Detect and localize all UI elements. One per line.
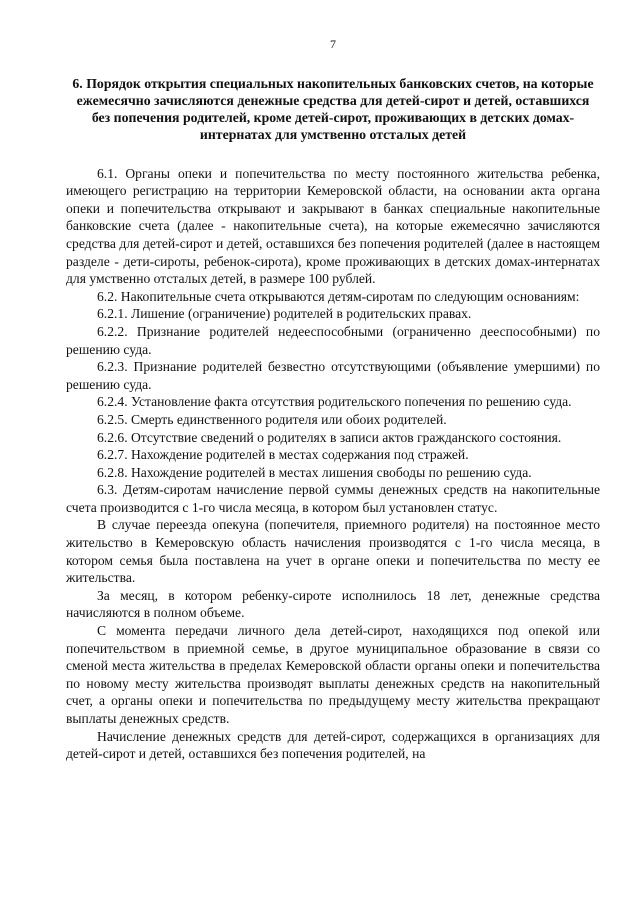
page-number: 7 xyxy=(330,37,336,51)
paragraph-6-2-6: 6.2.6. Отсутствие сведений о родителях в записи актов гражданского состояния. xyxy=(97,429,562,445)
paragraph-organizations: Начисление денежных средств для детей-сирот, содержащихся в организациях для детей-сирот и детей, оставшихся без попечения родителей, на xyxy=(66,728,600,762)
paragraph-6-2-4: 6.2.4. Установление факта отсутствия родительского попечения по решению суда. xyxy=(97,394,572,410)
paragraph-6-2-5: 6.2.5. Смерть единственного родителя или обоих родителей. xyxy=(97,411,447,427)
paragraph-relocation: В случае переезда опекуна (попечителя, приемного родителя) на постоянное место жительство в Кемеровскую область начисления производятся с 1-го числа месяца, в котором семья была поставлена на учет в органе опеки и попечительства по месту ее жительства. xyxy=(66,517,600,586)
paragraph-6-1: 6.1. Органы опеки и попечительства по месту постоянного жительства ребенка, имеющего регистрацию на территории Кемеровской области, на основании акта органа опеки и попечительства открывают и закрывают в банках специальные накопительные банковские счета (далее - накопительные счета), на которые ежемесячно зачисляются средства для детей-сирот и детей, оставшихся без попечения родителей (далее в настоящем разделе - дети-сироты, ребенок-сирота), кроме проживающих в детских домах-интернатах для умственно отсталых детей, в размере 100 рублей. xyxy=(66,165,600,287)
paragraph-6-2: 6.2. Накопительные счета открываются детям-сиротам по следующим основаниям: xyxy=(97,288,580,304)
paragraph-6-2-2: 6.2.2. Признание родителей недееспособными (ограниченно дееспособными) по решению суда. xyxy=(66,323,600,357)
paragraph-file-transfer: С момента передачи личного дела детей-сирот, находящихся под опекой или попечительством в приемной семье, в другое муниципальное образование в связи со сменой места жительства в пределах Кемеровской области органы опеки и попечительства по новому месту жительства производят выплаты денежных средств на накопительный счет, а органы опеки и попечительства по предыдущему месту жительства прекращают выплаты денежных средств. xyxy=(66,623,600,726)
section-heading: 6. Порядок открытия специальных накопительных банковских счетов, на которые ежемесячно зачисляются денежные средства для детей-сирот и детей, оставшихся без попечения родителей, кроме детей-сирот, проживающих в детских домах-интернатах для умственно отсталых детей xyxy=(72,75,594,142)
paragraph-6-2-8: 6.2.8. Нахождение родителей в местах лишения свободы по решению суда. xyxy=(97,464,532,480)
paragraph-6-3: 6.3. Детям-сиротам начисление первой суммы денежных средств на накопительные счета производится с 1-го числа месяца, в котором был установлен статус. xyxy=(66,482,600,515)
paragraph-6-2-7: 6.2.7. Нахождение родителей в местах содержания под стражей. xyxy=(97,447,469,463)
paragraph-age-18: За месяц, в котором ребенку-сироте исполнилось 18 лет, денежные средства начисляются в полном объеме. xyxy=(66,587,600,621)
paragraph-6-2-3: 6.2.3. Признание родителей безвестно отсутствующими (объявление умершими) по решению суда. xyxy=(66,359,600,392)
paragraph-6-2-1: 6.2.1. Лишение (ограничение) родителей в родительских правах. xyxy=(97,306,472,322)
